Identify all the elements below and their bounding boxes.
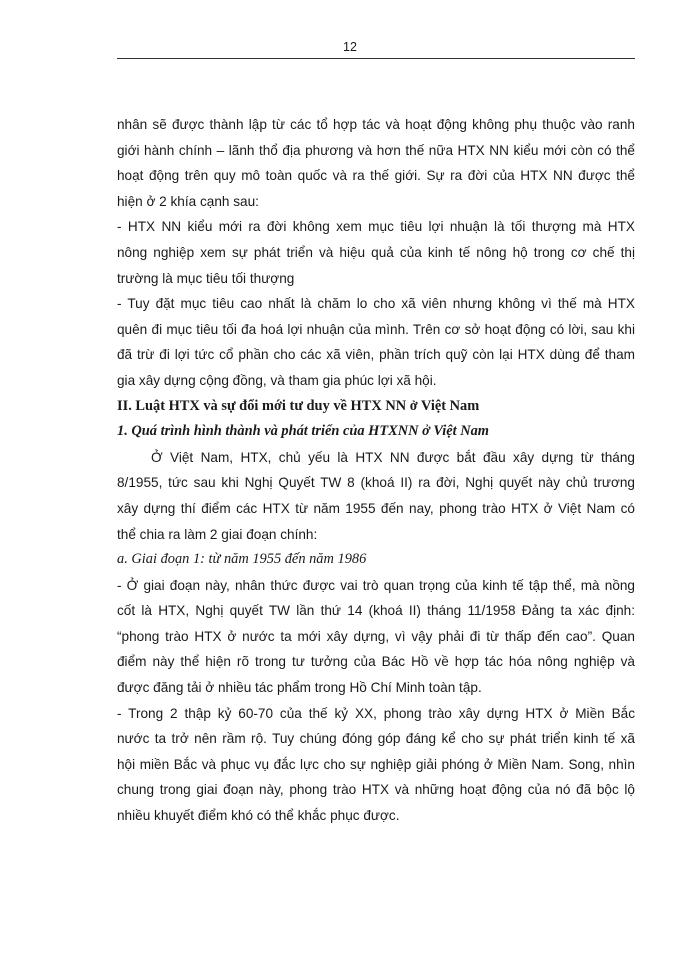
body-line: hiện ở 2 khía cạnh sau: — [117, 193, 259, 209]
body-line: - Tuy đặt mục tiêu cao nhất là chăm lo cho xã viên nhưng không vì thế mà HTX — [117, 296, 635, 312]
body-line: giới hành chính – lãnh thổ địa phương và hơn thế nữa HTX NN kiểu mới còn có thể — [117, 142, 635, 158]
subsection-heading: 1. Quá trình hình thành và phát triển của HTXNN ở Việt Nam — [117, 423, 489, 440]
body-line: “phong trào HTX ở nước ta mới xây dựng, vì vậy phải đi từ thấp đến cao”. Quan — [117, 628, 635, 644]
body-line: được đăng tải ở nhiều tác phẩm trong Hồ Chí Minh toàn tập. — [117, 680, 482, 696]
body-line: thể chia ra làm 2 giai đoạn chính: — [117, 526, 318, 542]
page-body — [117, 112, 635, 829]
body-line: nhân sẽ được thành lập từ các tổ hợp tác và hoạt động không phụ thuộc vào ranh — [117, 117, 635, 132]
body-line: cốt là HTX, Nghị quyết TW lần thứ 14 (khoá II) tháng 11/1958 Đảng ta xác định: — [117, 603, 635, 619]
body-line: đã trừ đi lợi tức cổ phần cho các xã viên, phần trích quỹ còn lại HTX dùng để tham — [117, 347, 635, 363]
body-line: xây dựng thí điểm các HTX từ năm 1955 đến nay, phong trào HTX ở Việt Nam có — [117, 500, 635, 516]
body-line: trường là mục tiêu tối thượng — [117, 270, 295, 286]
body-line: hội miền Bắc và phục vụ đắc lực cho sự nghiệp giải phóng ở Miền Nam. Song, nhìn — [117, 756, 635, 772]
body-line: nhiều khuyết điểm khó có thể khắc phục được. — [117, 808, 400, 824]
body-line: - Ở giai đoạn này, nhân thức được vai trò quan trọng của kinh tế tập thể, mà nồng — [117, 577, 635, 593]
body-line: nông nghiệp xem sự phát triển và hiệu quả của kinh tế nông hộ trong cơ chế thị — [117, 244, 635, 260]
body-line: - HTX NN kiểu mới ra đời không xem mục tiêu lợi nhuận là tối thượng mà HTX — [117, 219, 635, 235]
body-line: chung trong giai đoạn này, phong trào HTX và những hoạt động của nó đã bộc lộ — [117, 782, 635, 798]
body-line: quên đi mục tiêu tối đa hoá lợi nhuận của mình. Trên cơ sở hoạt động có lời, sau khi — [117, 321, 635, 337]
body-line: nước ta trở nên rầm rộ. Tuy chúng đóng góp đáng kể cho sự phát triển kinh tế xã — [117, 731, 635, 747]
body-line: gia xây dựng cộng đồng, và tham gia phúc lợi xã hội. — [117, 372, 437, 388]
section-heading: II. Luật HTX và sự đổi mới tư duy về HTX NN ở Việt Nam — [117, 397, 480, 414]
body-line: điểm này thể hiện rõ trong tư tưởng của Bác Hồ về hợp tác hóa nông nghiệp và — [117, 654, 635, 670]
body-line: Ở Việt Nam, HTX, chủ yếu là HTX NN được bắt đầu xây dựng từ tháng — [151, 449, 635, 465]
body-line: 8/1955, tức sau khi Nghị Quyết TW 8 (khoá II) ra đời, Nghị quyết này chủ trương — [117, 475, 635, 491]
body-line: hoạt động trên quy mô toàn quốc và ra thế giới. Sự ra đời của HTX NN được thể — [117, 168, 635, 184]
subsubsection-heading: a. Giai đoạn 1: từ năm 1955 đến năm 1986 — [117, 551, 367, 568]
page-number: 12 — [343, 40, 357, 54]
body-line: - Trong 2 thập kỷ 60-70 của thế kỷ XX, phong trào xây dựng HTX ở Miền Bắc — [117, 705, 635, 721]
header-rule — [117, 58, 635, 59]
